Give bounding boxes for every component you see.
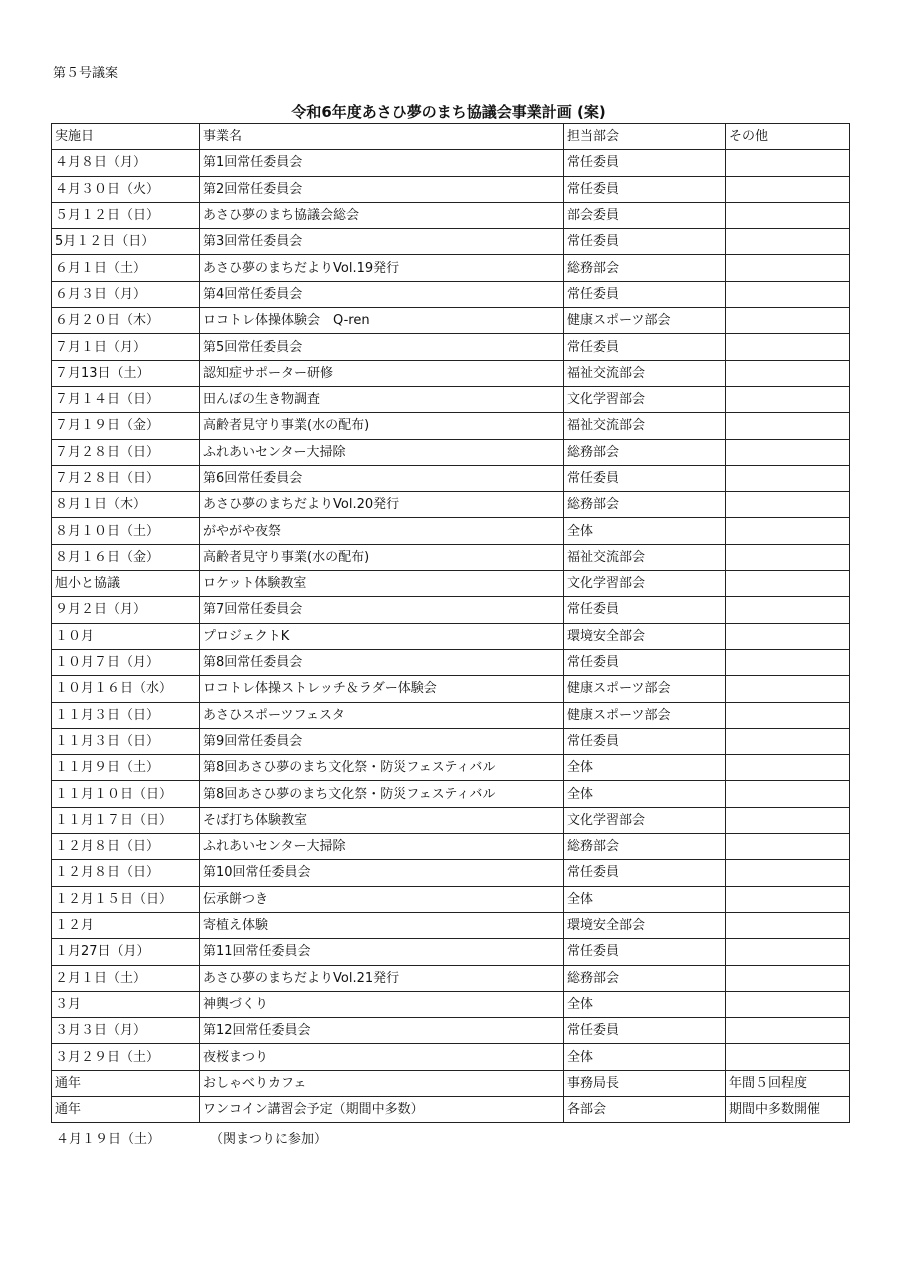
cell-event: 第7回常任委員会 (200, 597, 564, 623)
document-number: 第５号議案 (53, 66, 119, 81)
cell-event: おしゃべりカフェ (200, 1070, 564, 1096)
cell-event: 第12回常任委員会 (200, 1018, 564, 1044)
cell-event: ロケット体験教室 (200, 571, 564, 597)
cell-other (726, 334, 850, 360)
cell-date: １２月１５日（日） (52, 886, 200, 912)
cell-event: 第8回あさひ夢のまち文化祭・防災フェスティバル (200, 755, 564, 781)
cell-department: 常任委員 (564, 649, 726, 675)
table-row (52, 676, 850, 702)
cell-event: ふれあいセンター大掃除 (200, 439, 564, 465)
cell-date: １１月１７日（日） (52, 807, 200, 833)
cell-other (726, 150, 850, 176)
cell-other (726, 571, 850, 597)
cell-other (726, 965, 850, 991)
table-header-row (52, 124, 850, 150)
cell-event: 第8回常任委員会 (200, 649, 564, 675)
table-row (52, 1044, 850, 1070)
cell-department: 全体 (564, 991, 726, 1017)
cell-date: ７月２８日（日） (52, 439, 200, 465)
table-row (52, 1096, 850, 1122)
cell-department: 常任委員 (564, 939, 726, 965)
cell-date: １２月 (52, 912, 200, 938)
cell-other (726, 860, 850, 886)
cell-event: 第9回常任委員会 (200, 728, 564, 754)
cell-event: がやがや夜祭 (200, 518, 564, 544)
cell-event: 第1回常任委員会 (200, 150, 564, 176)
cell-department: 常任委員 (564, 728, 726, 754)
cell-other (726, 518, 850, 544)
cell-event: そば打ち体験教室 (200, 807, 564, 833)
cell-other (726, 912, 850, 938)
cell-date: 通年 (52, 1070, 200, 1096)
cell-event: あさひ夢のまちだよりVol.21発行 (200, 965, 564, 991)
header-department: 担当部会 (564, 124, 726, 150)
cell-date: ５月１２日（日） (52, 202, 200, 228)
cell-other (726, 597, 850, 623)
cell-other (726, 702, 850, 728)
table-row (52, 439, 850, 465)
cell-department: 常任委員 (564, 1018, 726, 1044)
cell-event: 第11回常任委員会 (200, 939, 564, 965)
table-row (52, 755, 850, 781)
cell-other (726, 413, 850, 439)
cell-event: 夜桜まつり (200, 1044, 564, 1070)
cell-event: 第6回常任委員会 (200, 465, 564, 491)
cell-other (726, 781, 850, 807)
table-row (52, 965, 850, 991)
table-row (52, 649, 850, 675)
cell-event: プロジェクトK (200, 623, 564, 649)
cell-date: ４月８日（月） (52, 150, 200, 176)
cell-date: １２月８日（日） (52, 834, 200, 860)
table-row (52, 781, 850, 807)
cell-other (726, 939, 850, 965)
cell-department: 常任委員 (564, 860, 726, 886)
table-row (52, 728, 850, 754)
table-row (52, 860, 850, 886)
cell-department: 部会委員 (564, 202, 726, 228)
cell-other: 年間５回程度 (726, 1070, 850, 1096)
cell-department: 常任委員 (564, 229, 726, 255)
cell-event: 神輿づくり (200, 991, 564, 1017)
table-row (52, 702, 850, 728)
cell-department: 常任委員 (564, 176, 726, 202)
header-event: 事業名 (200, 124, 564, 150)
cell-department: 総務部会 (564, 834, 726, 860)
cell-event: 高齢者見守り事業(水の配布) (200, 413, 564, 439)
header-other: その他 (726, 124, 850, 150)
cell-event: ロコトレ体操ストレッチ＆ラダー体験会 (200, 676, 564, 702)
cell-date: １１月３日（日） (52, 728, 200, 754)
cell-other (726, 1044, 850, 1070)
cell-event: 寄植え体験 (200, 912, 564, 938)
cell-department: 常任委員 (564, 334, 726, 360)
cell-department: 福祉交流部会 (564, 360, 726, 386)
table-row (52, 413, 850, 439)
table-body (52, 150, 850, 1123)
cell-other (726, 1018, 850, 1044)
cell-department: 常任委員 (564, 150, 726, 176)
table-row (52, 334, 850, 360)
table-row (52, 150, 850, 176)
cell-date: ６月２０日（木） (52, 308, 200, 334)
cell-department: 福祉交流部会 (564, 544, 726, 570)
cell-other (726, 807, 850, 833)
table-row (52, 308, 850, 334)
cell-department: 健康スポーツ部会 (564, 702, 726, 728)
event-plan-table (51, 123, 850, 1123)
cell-department: 総務部会 (564, 492, 726, 518)
cell-department: 文化学習部会 (564, 807, 726, 833)
cell-other (726, 465, 850, 491)
cell-department: 健康スポーツ部会 (564, 676, 726, 702)
cell-event: 第8回あさひ夢のまち文化祭・防災フェスティバル (200, 781, 564, 807)
table-row (52, 597, 850, 623)
cell-department: 総務部会 (564, 965, 726, 991)
cell-department: 健康スポーツ部会 (564, 308, 726, 334)
cell-department: 総務部会 (564, 255, 726, 281)
cell-date: ８月１６日（金） (52, 544, 200, 570)
cell-other (726, 255, 850, 281)
table-row (52, 202, 850, 228)
document-title: 令和6年度あさひ夢のまち協議会事業計画 (案) (291, 103, 606, 121)
cell-date: １０月１６日（水） (52, 676, 200, 702)
cell-other: 期間中多数開催 (726, 1096, 850, 1122)
cell-other (726, 544, 850, 570)
table-row (52, 518, 850, 544)
cell-department: 文化学習部会 (564, 571, 726, 597)
cell-date: ３月３日（月） (52, 1018, 200, 1044)
cell-other (726, 492, 850, 518)
cell-event: 第4回常任委員会 (200, 281, 564, 307)
cell-event: あさひ夢のまちだよりVol.19発行 (200, 255, 564, 281)
cell-other (726, 623, 850, 649)
cell-department: 常任委員 (564, 597, 726, 623)
table-row (52, 807, 850, 833)
table-row (52, 386, 850, 412)
cell-date: ６月１日（土） (52, 255, 200, 281)
cell-date: １２月８日（日） (52, 860, 200, 886)
cell-date: １１月９日（土） (52, 755, 200, 781)
cell-department: 各部会 (564, 1096, 726, 1122)
cell-other (726, 834, 850, 860)
cell-date: ７月１４日（日） (52, 386, 200, 412)
cell-event: 高齢者見守り事業(水の配布) (200, 544, 564, 570)
cell-date: ８月１０日（土） (52, 518, 200, 544)
table-row (52, 255, 850, 281)
footnote-text: （関まつりに参加） (210, 1132, 328, 1147)
cell-event: 第2回常任委員会 (200, 176, 564, 202)
cell-department: 環境安全部会 (564, 623, 726, 649)
cell-event: 伝承餅つき (200, 886, 564, 912)
table-row (52, 571, 850, 597)
cell-department: 文化学習部会 (564, 386, 726, 412)
table-row (52, 281, 850, 307)
cell-department: 環境安全部会 (564, 912, 726, 938)
cell-date: １０月 (52, 623, 200, 649)
cell-date: ７月１９日（金） (52, 413, 200, 439)
table-row (52, 360, 850, 386)
cell-event: あさひ夢のまち協議会総会 (200, 202, 564, 228)
cell-other (726, 886, 850, 912)
cell-event: あさひ夢のまちだよりVol.20発行 (200, 492, 564, 518)
table-row (52, 229, 850, 255)
cell-date: ７月13日（土） (52, 360, 200, 386)
cell-date: ４月３０日（火） (52, 176, 200, 202)
table-row (52, 492, 850, 518)
cell-event: 第3回常任委員会 (200, 229, 564, 255)
cell-event: 田んぼの生き物調査 (200, 386, 564, 412)
cell-date: １０月７日（月） (52, 649, 200, 675)
cell-event: あさひスポーツフェスタ (200, 702, 564, 728)
cell-date: ６月３日（月） (52, 281, 200, 307)
cell-date: １１月１０日（日） (52, 781, 200, 807)
cell-department: 事務局長 (564, 1070, 726, 1096)
table-row (52, 176, 850, 202)
table-row (52, 991, 850, 1017)
cell-other (726, 281, 850, 307)
cell-date: ７月１日（月） (52, 334, 200, 360)
table-row (52, 912, 850, 938)
cell-date: 旭小と協議 (52, 571, 200, 597)
table-row (52, 544, 850, 570)
cell-other (726, 991, 850, 1017)
cell-other (726, 649, 850, 675)
cell-other (726, 202, 850, 228)
cell-department: 総務部会 (564, 439, 726, 465)
cell-date: ３月 (52, 991, 200, 1017)
cell-date: ８月１日（木） (52, 492, 200, 518)
table-row (52, 834, 850, 860)
cell-other (726, 308, 850, 334)
footnote-date: ４月１９日（土） (56, 1132, 161, 1147)
cell-department: 全体 (564, 755, 726, 781)
cell-date: 通年 (52, 1096, 200, 1122)
cell-other (726, 728, 850, 754)
cell-date: １１月３日（日） (52, 702, 200, 728)
header-date: 実施日 (52, 124, 200, 150)
cell-date: １月27日（月） (52, 939, 200, 965)
cell-date: 5月１２日（日） (52, 229, 200, 255)
table-row (52, 1070, 850, 1096)
table-row (52, 886, 850, 912)
cell-event: 認知症サポーター研修 (200, 360, 564, 386)
cell-event: ロコトレ体操体験会 Q-ren (200, 308, 564, 334)
cell-department: 全体 (564, 886, 726, 912)
cell-date: ７月２８日（日） (52, 465, 200, 491)
cell-department: 福祉交流部会 (564, 413, 726, 439)
cell-other (726, 386, 850, 412)
cell-date: ２月１日（土） (52, 965, 200, 991)
cell-other (726, 229, 850, 255)
cell-department: 常任委員 (564, 465, 726, 491)
cell-department: 常任委員 (564, 281, 726, 307)
cell-event: 第5回常任委員会 (200, 334, 564, 360)
cell-other (726, 439, 850, 465)
cell-event: ワンコイン講習会予定（期間中多数） (200, 1096, 564, 1122)
cell-department: 全体 (564, 1044, 726, 1070)
cell-event: 第10回常任委員会 (200, 860, 564, 886)
cell-other (726, 360, 850, 386)
cell-event: ふれあいセンター大掃除 (200, 834, 564, 860)
cell-date: ３月２９日（土） (52, 1044, 200, 1070)
cell-other (726, 755, 850, 781)
table-row (52, 465, 850, 491)
cell-department: 全体 (564, 518, 726, 544)
table-row (52, 1018, 850, 1044)
cell-other (726, 176, 850, 202)
table-row (52, 623, 850, 649)
cell-other (726, 676, 850, 702)
cell-department: 全体 (564, 781, 726, 807)
cell-date: ９月２日（月） (52, 597, 200, 623)
table-row (52, 939, 850, 965)
